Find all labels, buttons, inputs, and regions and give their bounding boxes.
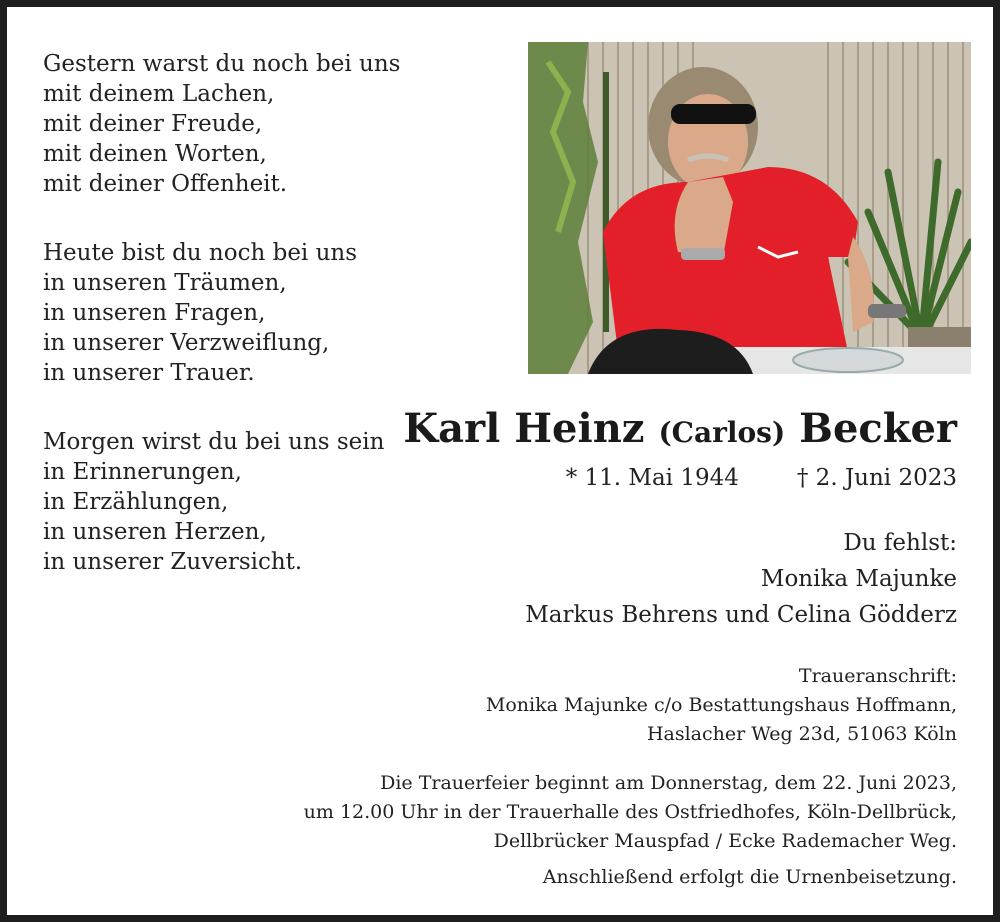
poem-line: in unseren Herzen,	[43, 519, 267, 545]
address-line: Monika Majunke c/o Bestattungshaus Hoffmann,	[485, 694, 957, 716]
deceased-nickname: (Carlos)	[658, 416, 786, 449]
poem-stanza-2	[43, 238, 463, 388]
poem-line: mit deinen Worten,	[43, 141, 267, 167]
poem-line: mit deiner Freude,	[43, 111, 263, 137]
poem-line: in unseren Fragen,	[43, 300, 266, 326]
life-dates	[566, 465, 957, 491]
address-line: Haslacher Weg 23d, 51063 Köln	[646, 723, 957, 745]
deceased-last-name: Becker	[799, 405, 957, 452]
poem-stanza-1	[43, 49, 463, 199]
funeral-details	[304, 769, 957, 856]
poem-stanza-3	[43, 427, 463, 577]
urn-burial-note: Anschließend erfolgt die Urnenbeisetzung.	[542, 866, 957, 888]
funeral-line: um 12.00 Uhr in der Trauerhalle des Ostfriedhofes, Köln-Dellbrück,	[303, 801, 957, 823]
poem-line: in unserer Trauer.	[43, 360, 255, 386]
poem-line: Gestern warst du noch bei uns	[43, 51, 401, 77]
funeral-line: Dellbrücker Mauspfad / Ecke Rademacher Weg.	[493, 830, 957, 852]
mourner-name: Markus Behrens und Celina Gödderz	[525, 602, 957, 628]
funeral-line: Die Trauerfeier beginnt am Donnerstag, dem 22. Juni 2023,	[380, 772, 957, 794]
poem-line: mit deinem Lachen,	[43, 81, 275, 107]
portrait-photo	[528, 42, 971, 374]
poem-line: in Erinnerungen,	[43, 459, 242, 485]
deceased-first-name: Karl Heinz	[403, 405, 645, 452]
mourners-heading: Du fehlst:	[843, 530, 957, 556]
birth-date: * 11. Mai 1944	[565, 465, 739, 491]
mourners	[525, 525, 957, 633]
poem-line: in unseren Träumen,	[43, 270, 287, 296]
poem-line: Morgen wirst du bei uns sein	[43, 429, 385, 455]
mourning-address	[486, 662, 957, 749]
poem	[43, 49, 463, 616]
poem-line: Heute bist du noch bei uns	[43, 240, 358, 266]
poem-line: in Erzählungen,	[43, 489, 229, 515]
poem-line: mit deiner Offenheit.	[43, 171, 288, 197]
poem-line: in unserer Zuversicht.	[43, 549, 303, 575]
mourner-name: Monika Majunke	[760, 566, 957, 592]
death-date: † 2. Juni 2023	[796, 465, 957, 491]
address-label: Traueranschrift:	[798, 665, 957, 687]
deceased-name	[403, 405, 957, 452]
poem-line: in unserer Verzweiflung,	[43, 330, 330, 356]
